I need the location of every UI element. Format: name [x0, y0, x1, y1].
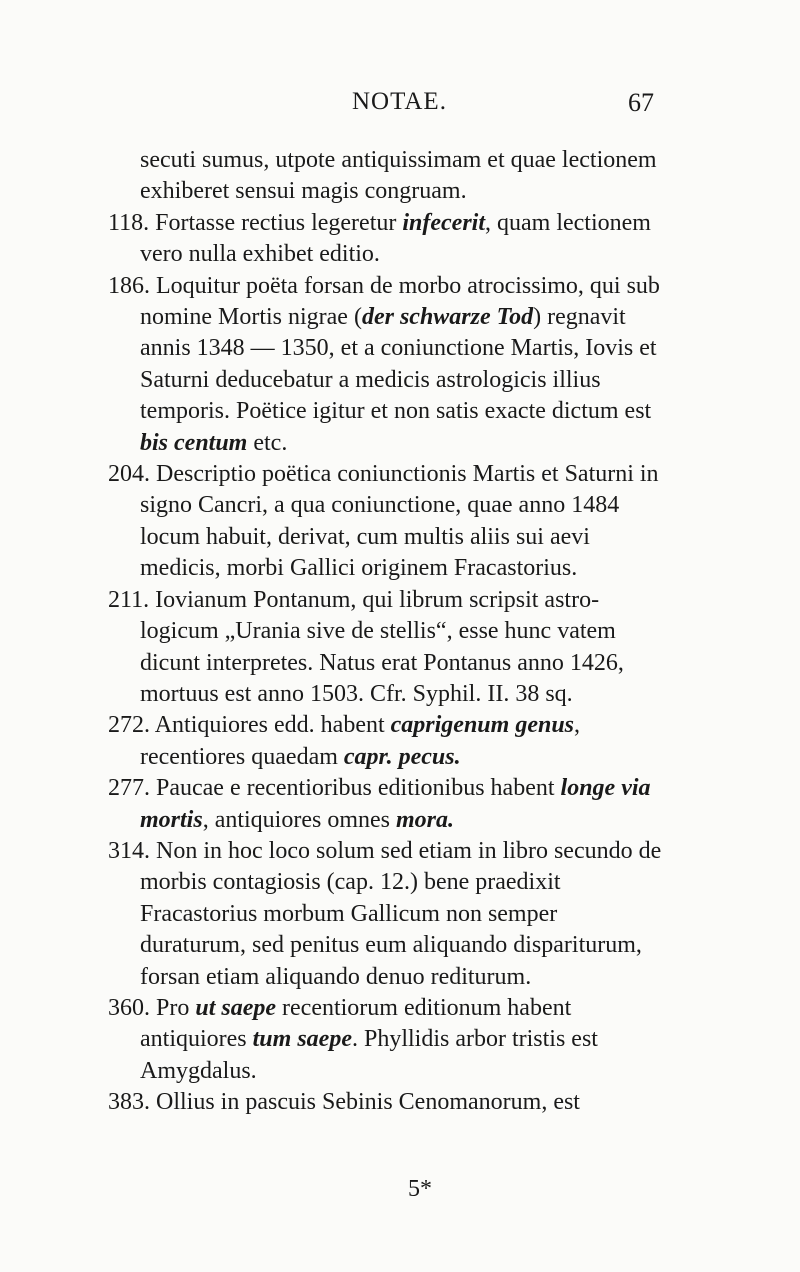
note-verse-number: 186.	[108, 272, 150, 299]
note-text: Antiquiores edd. habent	[154, 712, 391, 739]
note-text: secuti sumus, utpote antiquissimam et quae lectionem exhiberet sensui magis congruam.	[140, 147, 657, 205]
note-text: Paucae e recentioribus editionibus habent	[156, 775, 561, 802]
running-head	[0, 88, 800, 128]
page-number: 67	[628, 88, 654, 117]
note-text: , recentiores quaedam	[140, 712, 581, 770]
note-text: , antiquiores omnes	[202, 806, 396, 833]
note-text: Pro	[156, 994, 196, 1021]
note-text: . Phyllidis arbor tristis est Amygdalus.	[140, 1026, 598, 1084]
note-verse-number: 272.	[108, 712, 150, 739]
note-paragraph	[108, 271, 668, 459]
note-emphasis: tum saepe	[252, 1026, 352, 1053]
note-paragraph	[108, 993, 668, 1087]
note-emphasis: capr. pecus.	[343, 743, 461, 770]
note-paragraph	[108, 208, 668, 271]
note-text: recentiorum editionum habent antiquiores	[140, 994, 572, 1053]
note-text: Ollius in pascuis Sebinis Cenomanorum, est	[156, 1089, 580, 1116]
note-verse-number: 204.	[108, 461, 150, 488]
note-paragraph	[108, 773, 668, 836]
note-text: ) regnavit annis 1348 — 1350, et a coniunctione Martis, Iovis et Saturni deducebatur a medicis astrologicis illius temporis. Poëtice igitur et non satis exacte dictum est	[140, 304, 657, 425]
notes-body	[108, 145, 668, 1119]
note-text: Descriptio poëtica coniunctionis Martis et Saturni in signo Cancri, a qua coniunctione, quae anno 1484 locum habuit, derivat, cum multis aliis sui aevi medicis, morbi Gallici originem Fracastorius.	[140, 461, 659, 582]
note-emphasis: der schwarze Tod	[361, 304, 534, 331]
note-verse-number: 383.	[108, 1089, 150, 1116]
note-paragraph	[108, 1087, 668, 1118]
note-text: Loquitur poëta forsan de morbo atrocissimo, qui sub nomine Mortis nigrae (	[140, 272, 660, 331]
note-verse-number: 211.	[108, 586, 150, 613]
note-paragraph	[108, 459, 668, 585]
note-text: , quam lectionem vero nulla exhibet editio.	[140, 209, 651, 268]
note-text: etc.	[247, 429, 288, 456]
note-verse-number: 360.	[108, 994, 150, 1021]
note-paragraph	[108, 836, 668, 993]
note-emphasis: bis centum	[140, 429, 248, 456]
note-text: Fortasse rectius legeretur	[155, 209, 403, 236]
running-head-title: NOTAE.	[352, 88, 447, 115]
note-paragraph	[108, 710, 668, 773]
note-emphasis: ut saepe	[195, 994, 277, 1021]
note-emphasis: infecerit	[402, 209, 485, 236]
signature-mark: 5*	[408, 1176, 432, 1202]
note-text: Iovianum Pontanum, qui librum scripsit astrologicum „Urania sive de stellis“, esse hunc vatem dicunt interpretes. Natus erat Pontanus anno 1426, mortuus est anno 1503. Cfr. Syphil. II. 38 sq.	[140, 586, 624, 707]
note-paragraph	[108, 585, 668, 711]
note-emphasis: caprigenum genus	[390, 712, 575, 739]
note-verse-number: 118.	[108, 209, 150, 236]
note-emphasis: mora.	[396, 806, 455, 833]
note-text: Non in hoc loco solum sed etiam in libro secundo de morbis contagiosis (cap. 12.) bene praedixit Fracastorius morbum Gallicum non semper duraturum, sed penitus eum aliquando dispariturum, forsan etiam aliquando denuo rediturum.	[140, 837, 662, 990]
note-paragraph	[108, 145, 668, 208]
note-verse-number: 277.	[108, 775, 150, 802]
note-verse-number: 314.	[108, 837, 150, 864]
note-emphasis: longe via mortis	[140, 775, 651, 833]
